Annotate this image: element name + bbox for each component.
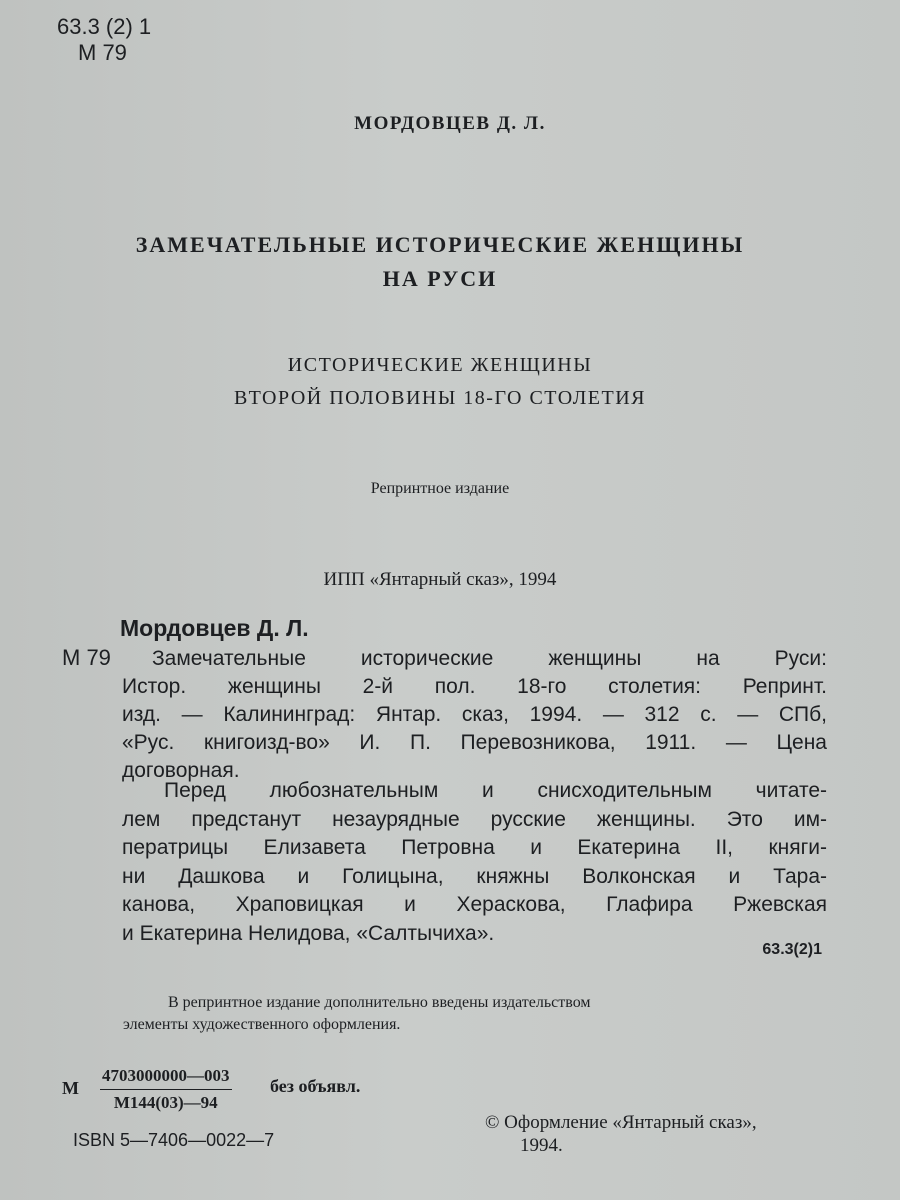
price-numerator: 4703000000—003	[100, 1066, 232, 1090]
author-sign: М 79	[78, 40, 127, 65]
reprint-note	[123, 992, 828, 1036]
annotation-line: лем предстанут незаурядные русские женщины. Это им-	[122, 807, 827, 831]
edition-note: Репринтное издание	[370, 480, 510, 497]
bibliographic-description	[122, 645, 827, 785]
note-line: элементы художественного оформления.	[123, 1016, 401, 1033]
isbn: ISBN 5—7406—0022—7	[73, 1130, 275, 1150]
card-author-sign: М 79	[62, 645, 111, 670]
subtitle-line-1: ИСТОРИЧЕСКИЕ ЖЕНЩИНЫ	[287, 354, 593, 376]
biblio-line: «Рус. книгоизд-во» И. П. Перевозникова, 1911. — Цена	[122, 731, 827, 754]
annotation-line: ни Дашкова и Голицына, княжны Волконская и Тара-	[122, 864, 827, 888]
author-heading: МОРДОВЦЕВ Д. Л.	[354, 113, 546, 134]
book-title-line-1: ЗАМЕЧАТЕЛЬНЫЕ ИСТОРИЧЕСКИЕ ЖЕНЩИНЫ	[135, 232, 745, 257]
annotation-line: и Екатерина Нелидова, «Салтычиха».	[122, 921, 495, 945]
copyright-line-1: © Оформление «Янтарный сказ»,	[485, 1112, 757, 1133]
price-letter: М	[62, 1078, 79, 1098]
annotation	[122, 777, 827, 948]
copyright-line-2: 1994.	[520, 1135, 563, 1156]
annotation-line: ператрицы Елизавета Петровна и Екатерина II, княги-	[122, 836, 827, 859]
price-note: без объявл.	[270, 1076, 361, 1096]
biblio-line: изд. — Калининград: Янтар. сказ, 1994. — 312 с. — СПб,	[122, 703, 827, 726]
card-author: Мордовцев Д. Л.	[120, 615, 309, 641]
biblio-line: Истор. женщины 2-й пол. 18-го столетия: Репринт.	[122, 675, 827, 698]
note-line: В репринтное издание дополнительно введены издательством	[168, 994, 591, 1011]
annotation-line: Перед любознательным и снисходительным читате-	[164, 779, 827, 802]
book-title-line-2: НА РУСИ	[382, 266, 498, 291]
biblio-line: договорная.	[122, 759, 240, 782]
biblio-line: Замечательные исторические женщины на Руси:	[152, 647, 827, 670]
subtitle-line-2: ВТОРОЙ ПОЛОВИНЫ 18-ГО СТОЛЕТИЯ	[234, 387, 646, 409]
price-fraction	[100, 1066, 232, 1113]
annotation-line: канова, Храповицкая и Хераскова, Глафира Ржевская	[122, 893, 827, 916]
classification-code: 63.3 (2) 1	[57, 14, 152, 39]
price-denominator: М144(03)—94	[113, 1093, 218, 1112]
card-classification-code: 63.3(2)1	[762, 941, 822, 958]
publisher-line: ИПП «Янтарный сказ», 1994	[323, 569, 557, 590]
